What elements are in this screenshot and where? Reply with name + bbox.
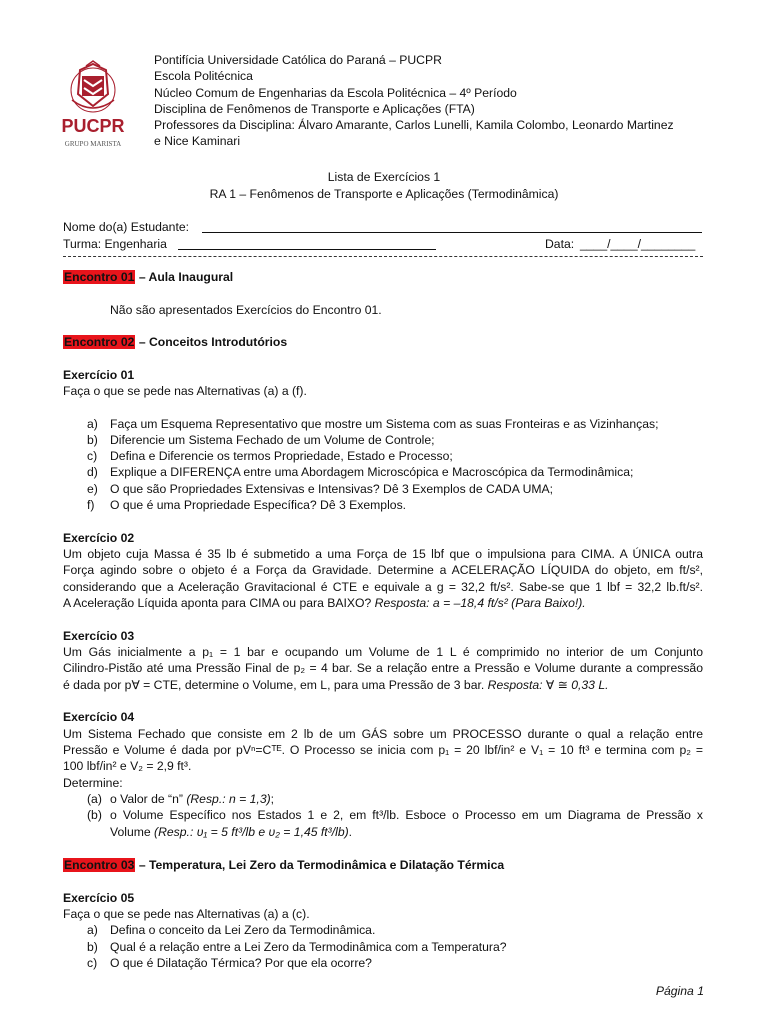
encontro-01-heading (63, 269, 233, 285)
ex03-title: Exercício 03 (63, 629, 135, 643)
ex02-line-4 (63, 595, 586, 611)
list-label: b) (87, 940, 98, 954)
encontro-02-title: – Conceitos Introdutórios (135, 335, 288, 349)
list-label: e) (87, 482, 98, 496)
ex02-title: Exercício 02 (63, 531, 135, 545)
ex05-intro: Faça o que se pede nas Alternativas (a) a (c). (63, 907, 310, 921)
list-text: Defina e Diferencie os termos Propriedade, Estado e Processo; (110, 449, 453, 463)
ex04-line-2: Pressão e Volume é dada por pVⁿ=Cᵀᴱ. O Processo se inicia com p₁ = 20 lbf/in² e V₁ = 10 ft³ e termina com p₂ = (63, 743, 703, 757)
header-line-discipline: Disciplina de Fenômenos de Transporte e Aplicações (FTA) (154, 102, 475, 116)
class-label: Turma: Engenharia (63, 237, 167, 251)
ex04-line-1: Um Sistema Fechado que consiste em 2 lb de um GÁS sobre um PROCESSO durante o qual a relação entre (63, 727, 703, 741)
list-text: Faça um Esquema Representativo que mostre um Sistema com as suas Fronteiras e as Vizinhanças; (110, 417, 659, 431)
list-text: O que é Dilatação Térmica? Por que ela ocorre? (110, 956, 372, 970)
student-name-label: Nome do(a) Estudante: (63, 220, 190, 234)
encontro-01-note: Não são apresentados Exercícios do Encontro 01. (110, 303, 382, 317)
ex03-question: é dada por p∀ = CTE, determine o Volume, em L, para uma Pressão de 3 bar. (63, 678, 485, 692)
ex03-answer: Resposta: ∀ ≅ 0,33 L. (484, 678, 609, 692)
ex02-line-2: Força agindo sobre o objeto é a Força da Gravidade. Determine a ACELERAÇÃO LÍQUIDA do objeto, em ft/s², (63, 563, 703, 577)
list-label: b) (87, 433, 98, 447)
student-name-field[interactable] (202, 232, 702, 233)
ex04-item-a-label: (a) (87, 792, 102, 806)
header-line-school: Escola Politécnica (154, 69, 253, 83)
logo-subtext: GRUPO MARISTA (64, 140, 122, 148)
pucpr-logo (58, 60, 128, 156)
encontro-01-title: – Aula Inaugural (135, 270, 234, 284)
encontro-02-heading (63, 334, 287, 350)
ex04-line-3: 100 lbf/in² e V₂ = 2,9 ft³. (63, 759, 192, 773)
list-label: c) (87, 449, 98, 463)
header-line-professors-cont: e Nice Kaminari (154, 134, 241, 148)
list-text: Qual é a relação entre a Lei Zero da Termodinâmica com a Temperatura? (110, 940, 507, 954)
class-field[interactable] (178, 249, 436, 250)
ex02-line-3: considerando que a Aceleração Gravitacional é CTE e equivale a g = 32,2 ft/s². Sabe-se que 1 lbf = 32,2 lb.ft/s². (63, 580, 703, 594)
ex03-line-2: Cilindro-Pistão até uma Pressão Final de p₂ = 4 bar. Se a relação entre a Pressão e Volume durante a compressão (63, 661, 703, 675)
ex04-determine: Determine: (63, 776, 123, 790)
ex04-item-b-resp: (Resp.: υ₁ = 5 ft³/lb e υ₂ = 1,45 ft³/lb) (150, 825, 349, 839)
ex04-item-b-text: Volume (110, 825, 151, 839)
list-label: d) (87, 465, 98, 479)
list-text: O que é uma Propriedade Específica? Dê 3 Exemplos. (110, 498, 407, 512)
ex04-item-a-text: o Valor de “n” (110, 792, 183, 806)
encontro-01-tag: Encontro 01 (64, 270, 135, 284)
ex02-line-1: Um objeto cuja Massa é 35 lb é submetido a uma Força de 15 lbf que o impulsiona para CIMA. A ÚNICA outra (63, 547, 703, 561)
header-line-university: Pontifícia Universidade Católica do Paraná – PUCPR (154, 53, 442, 67)
ex01-intro: Faça o que se pede nas Alternativas (a) a (f). (63, 384, 307, 398)
ex04-item-b-line-1: o Volume Específico nos Estados 1 e 2, em ft³/lb. Esboce o Processo em um Diagrama de Pressão x (110, 808, 703, 822)
ex04-title: Exercício 04 (63, 710, 135, 724)
ex04-item-a-end: ; (270, 792, 275, 806)
list-label: a) (87, 417, 98, 431)
ex02-question: A Aceleração Líquida aponta para CIMA ou para BAIXO? (63, 596, 372, 610)
ex05-title: Exercício 05 (63, 891, 135, 905)
header-line-nucleus: Núcleo Comum de Engenharias da Escola Politécnica – 4º Período (154, 86, 517, 100)
logo-wordmark: PUCPR (61, 116, 125, 136)
list-text: Diferencie um Sistema Fechado de um Volume de Controle; (110, 433, 435, 447)
doc-subtitle: RA 1 – Fenômenos de Transporte e Aplicações (Termodinâmica) (209, 187, 559, 201)
date-field[interactable]: ____/____/________ (580, 237, 696, 251)
list-label: a) (87, 923, 98, 937)
encontro-02-tag: Encontro 02 (64, 335, 135, 349)
encontro-03-heading (63, 857, 504, 873)
ex02-answer: Resposta: a = –18,4 ft/s² (Para Baixo!). (371, 596, 586, 610)
list-text: O que são Propriedades Extensivas e Intensivas? Dê 3 Exemplos de CADA UMA; (110, 482, 554, 496)
dashed-separator (63, 256, 703, 257)
ex04-item-b-line-2 (110, 824, 352, 840)
encontro-03-title: – Temperatura, Lei Zero da Termodinâmica e Dilatação Térmica (135, 858, 505, 872)
list-text: Defina o conceito da Lei Zero da Termodinâmica. (110, 923, 376, 937)
ex04-item-b-label: (b) (87, 808, 102, 822)
ex04-item-a (110, 791, 274, 807)
ex04-item-a-resp: (Resp.: n = 1,3) (182, 792, 271, 806)
page-number: Página 1 (655, 984, 704, 998)
ex01-title: Exercício 01 (63, 368, 135, 382)
list-label: f) (87, 498, 95, 512)
list-text: Explique a DIFERENÇA entre uma Abordagem Microscópica e Macroscópica da Termodinâmica; (110, 465, 634, 479)
ex03-line-3 (63, 677, 609, 693)
ex03-line-1: Um Gás inicialmente a p₁ = 1 bar e ocupando um Volume de 1 L é comprimido no interior de um Conjunto (63, 645, 703, 659)
list-label: c) (87, 956, 98, 970)
encontro-03-tag: Encontro 03 (64, 858, 135, 872)
header-line-professors: Professores da Disciplina: Álvaro Amarante, Carlos Lunelli, Kamila Colombo, Leonardo Martinez (154, 118, 674, 132)
date-label: Data: (545, 237, 575, 251)
ex04-item-b-end: . (348, 825, 353, 839)
doc-title: Lista de Exercícios 1 (327, 170, 441, 184)
